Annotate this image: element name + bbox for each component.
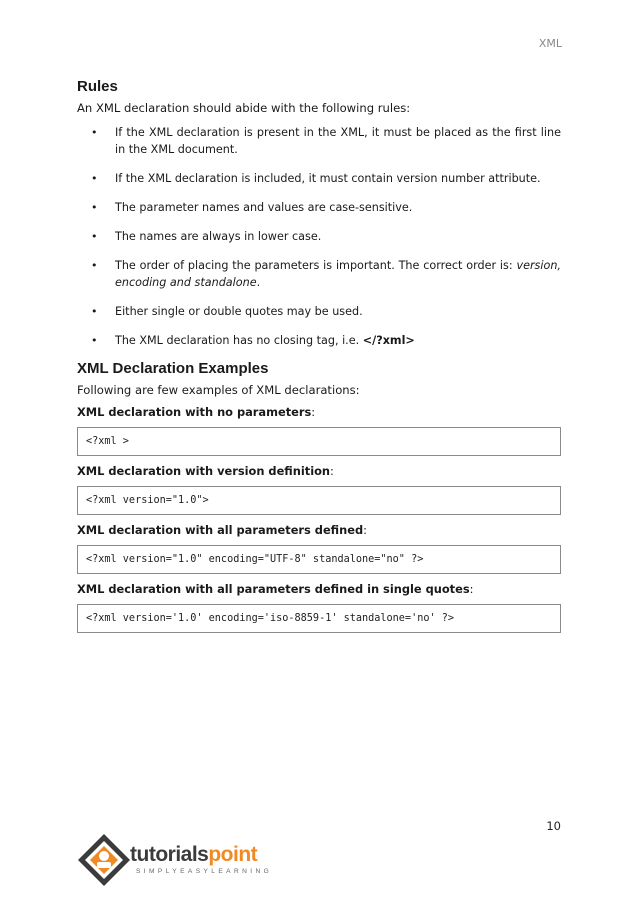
bullet-icon: •	[91, 172, 98, 185]
bullet-icon: •	[91, 305, 98, 318]
rules-heading: Rules	[77, 78, 118, 95]
page-content	[77, 78, 561, 633]
bullet-icon: •	[91, 334, 98, 347]
list-item: • Either single or double quotes may be used.	[91, 305, 363, 318]
code-block: <?xml version="1.0" encoding="UTF-8" standalone="no" ?>	[77, 545, 561, 574]
list-item: • The order of placing the parameters is important. The correct order is: version, encoding and standalone.	[91, 259, 561, 289]
header-title: XML	[538, 37, 562, 50]
examples-heading: XML Declaration Examples	[77, 360, 269, 377]
emphasis-text: version, encoding and standalone	[115, 259, 561, 289]
code-block: <?xml version='1.0' encoding='iso-8859-1' standalone='no' ?>	[77, 604, 561, 633]
bullet-icon: •	[91, 259, 98, 272]
rules-list	[77, 124, 561, 349]
code-block: <?xml >	[77, 427, 561, 456]
example-label: XML declaration with version definition:	[77, 464, 334, 478]
list-item: • The names are always in lower case.	[91, 230, 322, 243]
logo-diamond-icon	[76, 832, 132, 888]
list-item: • The parameter names and values are case-sensitive.	[91, 201, 413, 214]
bullet-icon: •	[91, 126, 98, 139]
example-label: XML declaration with all parameters defined in single quotes:	[77, 582, 474, 596]
bullet-icon: •	[91, 230, 98, 243]
list-item: • If the XML declaration is included, it must contain version number attribute.	[91, 172, 541, 185]
rules-intro: An XML declaration should abide with the following rules:	[77, 101, 411, 115]
list-item: • If the XML declaration is present in the XML, it must be placed as the first line in the XML document.	[91, 126, 561, 156]
tutorialspoint-logo	[76, 832, 273, 888]
list-item: • The XML declaration has no closing tag, i.e. </?xml>	[91, 334, 415, 347]
examples-intro: Following are few examples of XML declarations:	[77, 383, 360, 397]
code-block: <?xml version="1.0">	[77, 486, 561, 515]
example-label: XML declaration with all parameters defined:	[77, 523, 367, 537]
page-number: 10	[546, 819, 561, 833]
logo-tagline: SIMPLYEASYLEARNING	[136, 868, 273, 875]
closing-tag-text: </?xml>	[362, 334, 415, 347]
example-label: XML declaration with no parameters:	[77, 405, 316, 419]
bullet-icon: •	[91, 201, 98, 214]
logo-wordmark: tutorialspoint	[130, 843, 258, 866]
